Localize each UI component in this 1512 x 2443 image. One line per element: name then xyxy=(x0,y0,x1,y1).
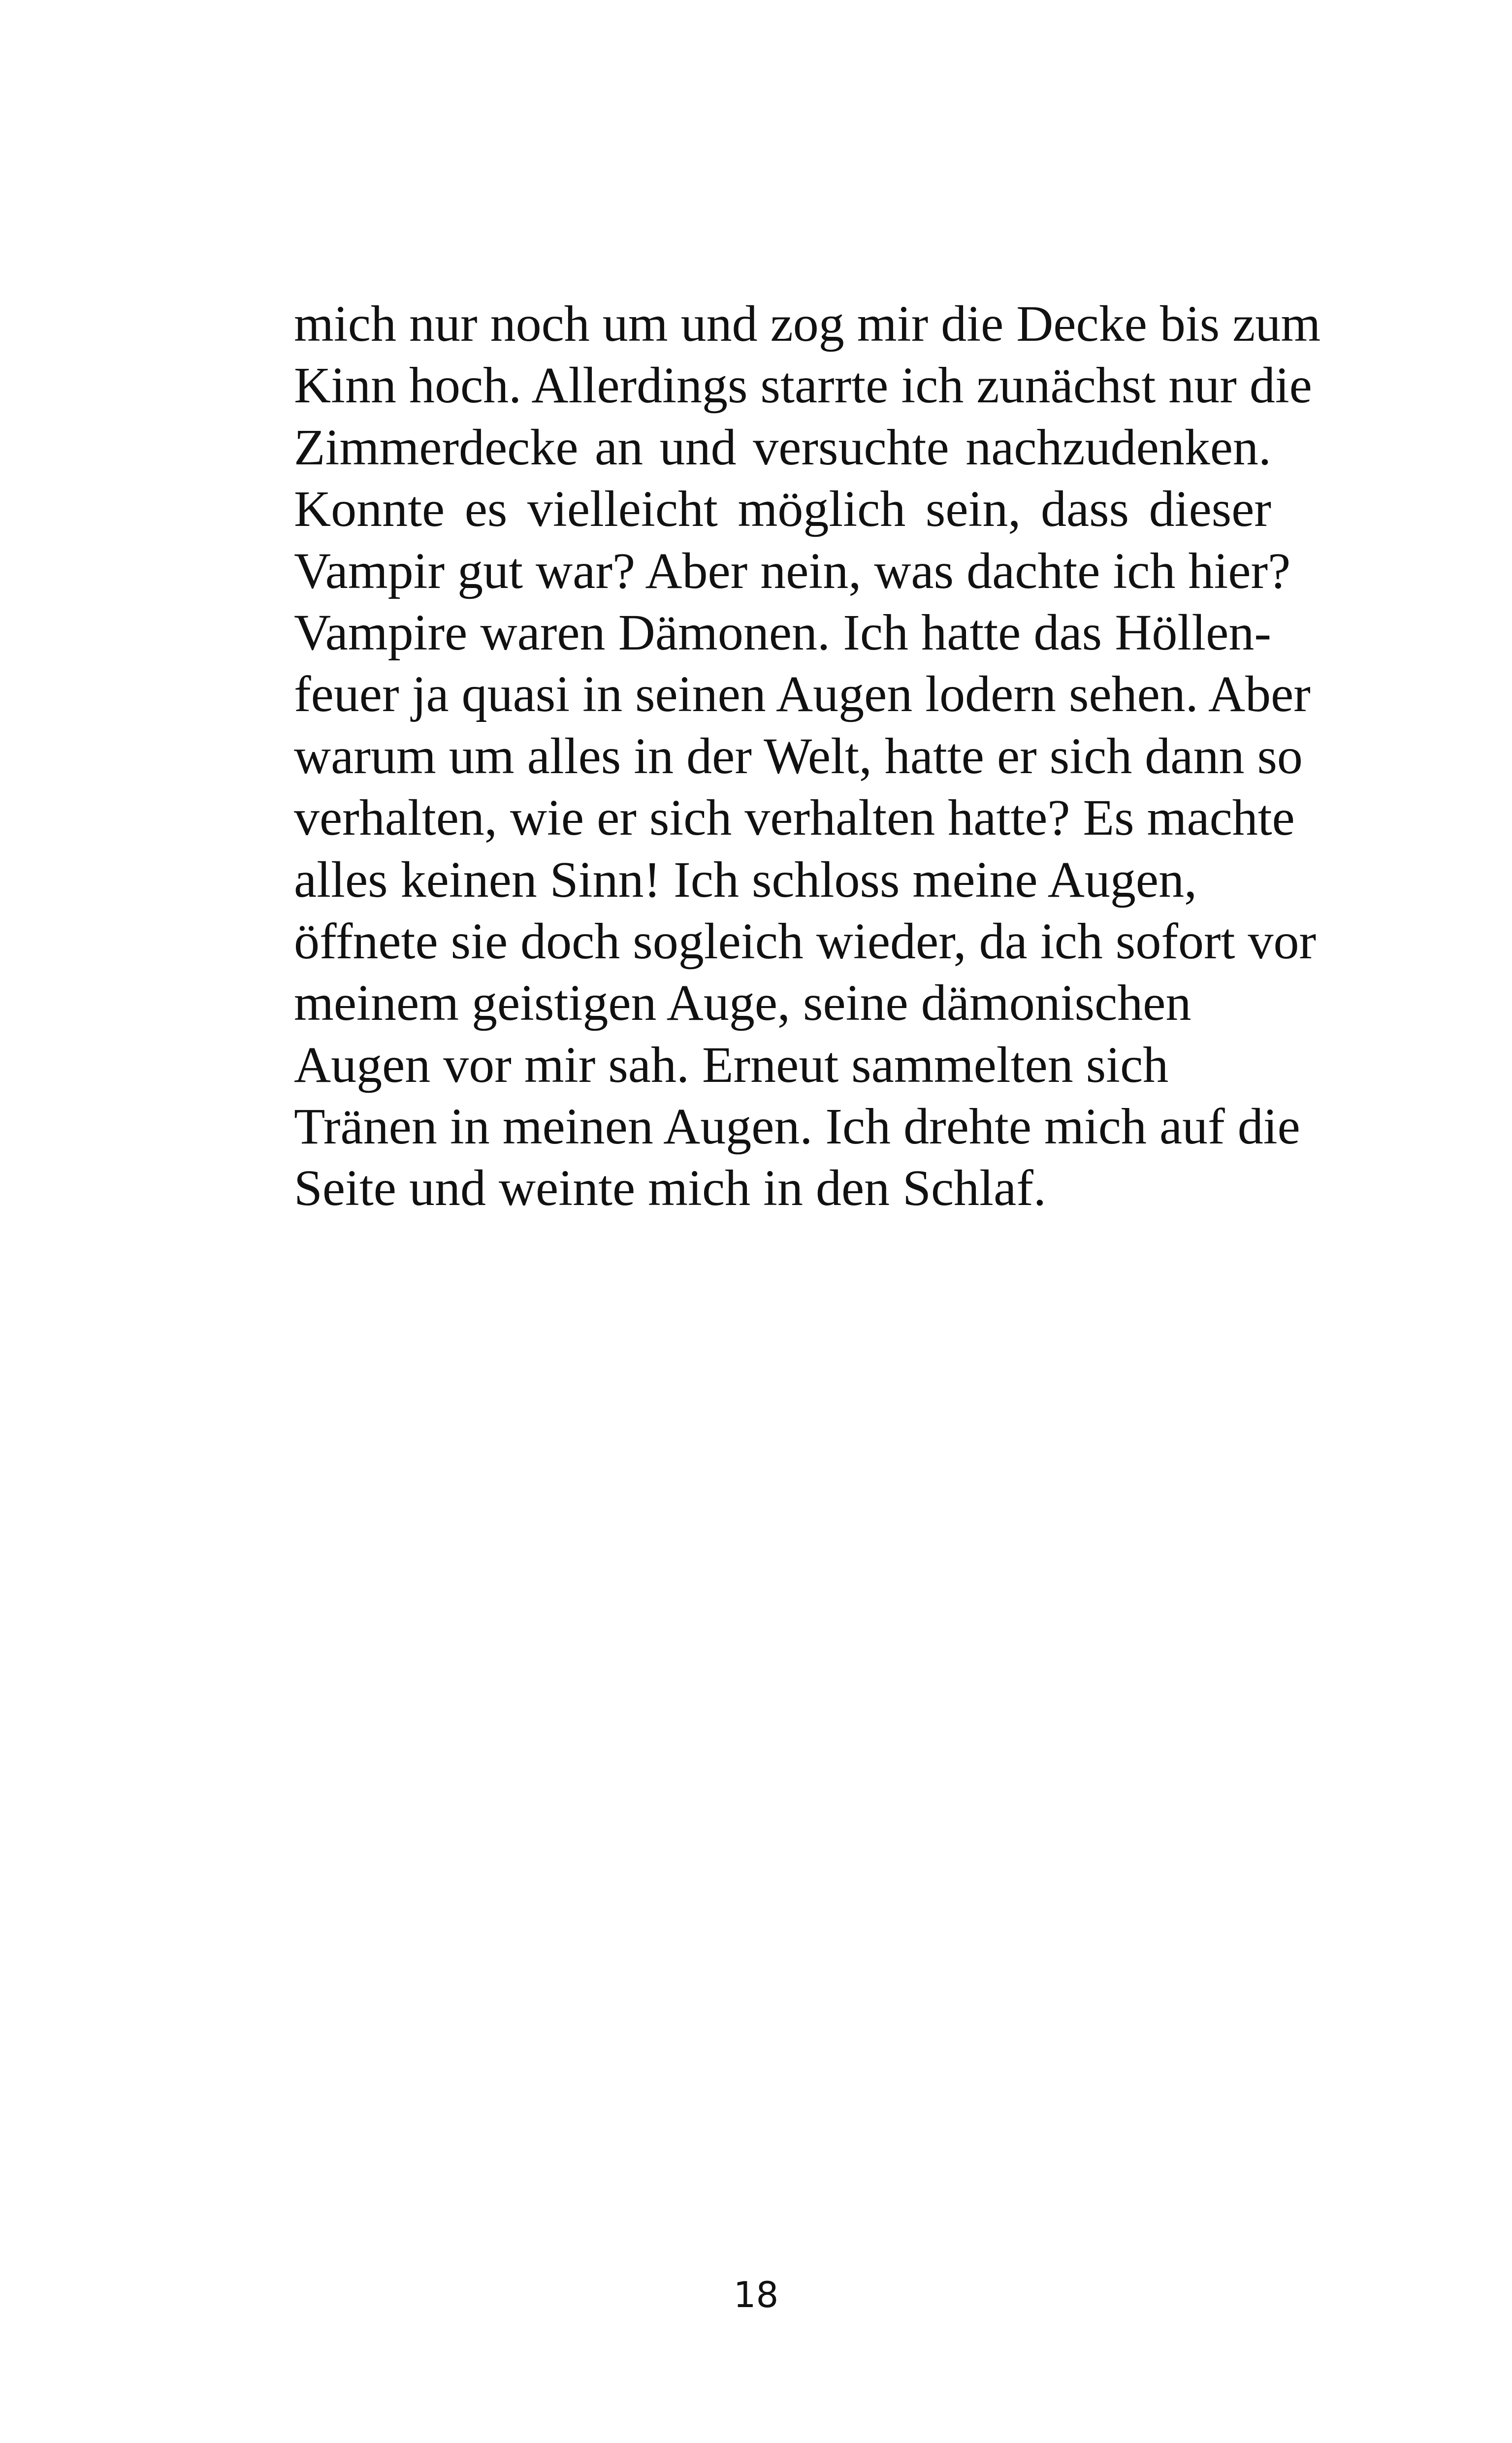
text-line: öffnete sie doch sogleich wieder, da ich sofort vor xyxy=(294,912,1317,970)
text-line: feuer ja quasi in seinen Augen lodern sehen. Aber xyxy=(294,666,1311,723)
text-line: Konnte es vielleicht möglich sein, dass dieser xyxy=(294,481,1271,538)
text-line: Vampire waren Dämonen. Ich hatte das Höllen- xyxy=(294,604,1271,661)
text-line: Zimmerdecke an und versuchte nachzudenken. xyxy=(294,419,1271,476)
page-number: 18 xyxy=(733,2274,779,2315)
text-line: Seite und weinte mich in den Schlaf. xyxy=(294,1160,1046,1217)
text-line: alles keinen Sinn! Ich schloss meine Augen, xyxy=(294,851,1197,908)
body-text xyxy=(294,293,1321,1219)
text-line: Vampir gut war? Aber nein, was dachte ich hier? xyxy=(294,542,1291,599)
text-line: Kinn hoch. Allerdings starrte ich zunächst nur die xyxy=(294,357,1312,414)
text-line: mich nur noch um und zog mir die Decke bis zum xyxy=(294,295,1321,352)
text-line: Augen vor mir sah. Erneut sammelten sich xyxy=(294,1036,1169,1093)
text-line: meinem geistigen Auge, seine dämonischen xyxy=(294,975,1191,1032)
text-line: Tränen in meinen Augen. Ich drehte mich auf die xyxy=(294,1098,1300,1155)
text-line: verhalten, wie er sich verhalten hatte? Es machte xyxy=(294,789,1295,847)
text-line: warum um alles in der Welt, hatte er sich dann so xyxy=(294,727,1303,784)
